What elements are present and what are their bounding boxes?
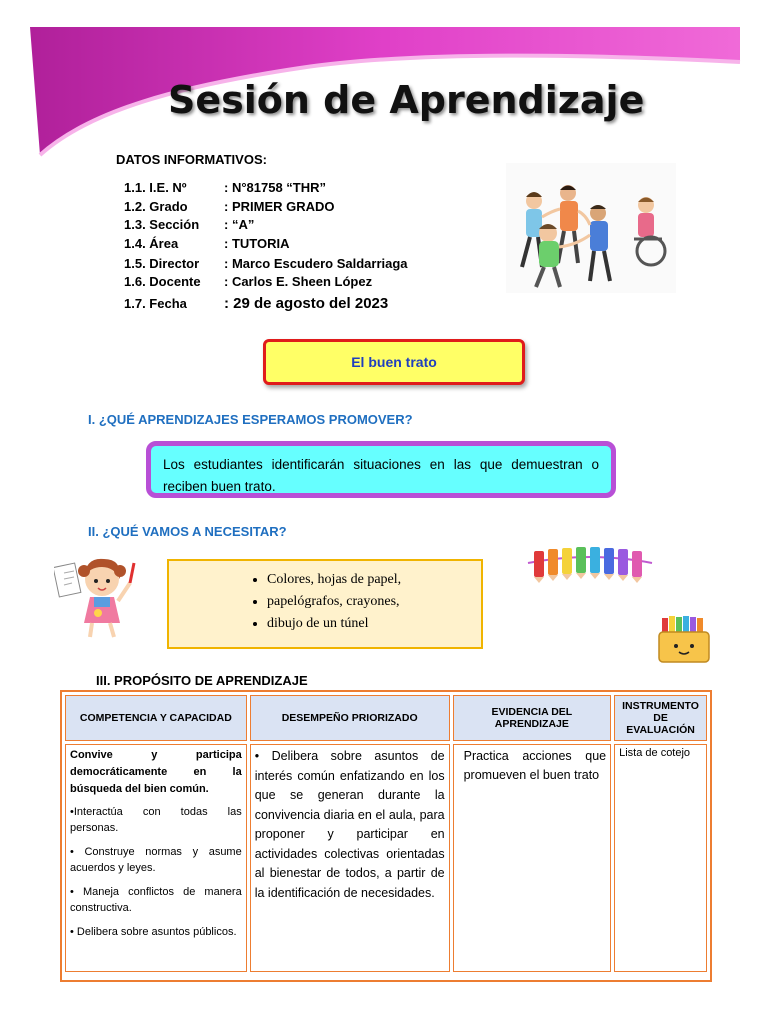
topic-banner <box>263 339 525 385</box>
girl-with-paper-illustration <box>54 553 146 641</box>
info-value: : Carlos E. Sheen López <box>224 274 373 289</box>
info-row-seccion <box>124 217 254 232</box>
info-label: 1.5. Director <box>124 256 200 271</box>
info-row-area <box>124 236 289 251</box>
info-value: : 29 de agosto del 2023 <box>224 295 389 312</box>
section-heading-necesitar: II. ¿QUÉ VAMOS A NECESITAR? <box>88 524 287 539</box>
info-row-fecha <box>124 295 388 312</box>
evidencia-cell <box>453 744 612 972</box>
proposito-table <box>62 692 710 975</box>
competencia-title: Convive y participa democráticamente en la búsqueda del bien común. <box>70 749 242 795</box>
materials-item: • papelógrafos, crayones, <box>267 591 481 613</box>
column-header: DESEMPEÑO PRIORIZADO <box>250 695 450 741</box>
materials-item: • Colores, hojas de papel, <box>267 569 481 591</box>
instrumento-cell <box>614 744 707 972</box>
info-row-director <box>124 256 408 271</box>
info-value: : Marco Escudero Saldarriaga <box>224 256 408 271</box>
datos-informativos-heading: DATOS INFORMATIVOS: <box>116 152 267 167</box>
capacidad-item: • Construye normas y asume acuerdos y leyes. <box>70 846 242 874</box>
info-label: 1.6. Docente <box>124 274 201 289</box>
crayon-box-illustration <box>656 614 712 666</box>
info-label: 1.3. Sección <box>124 217 200 232</box>
section-heading-proposito: III. PROPÓSITO DE APRENDIZAJE <box>96 673 308 688</box>
info-value: : TUTORIA <box>224 236 290 251</box>
info-row-ie <box>124 180 326 195</box>
info-row-docente <box>124 274 372 289</box>
evidencia-text: Practica acciones que promueven el buen trato <box>463 749 607 782</box>
info-label: 1.2. Grado <box>124 199 188 214</box>
table-row <box>65 744 707 972</box>
desempeno-cell <box>250 744 450 972</box>
section-heading-aprendizajes: I. ¿QUÉ APRENDIZAJES ESPERAMOS PROMOVER? <box>88 412 413 427</box>
topic-title: El buen trato <box>351 354 437 370</box>
info-label: 1.7. Fecha <box>124 296 187 311</box>
column-header: INSTRUMENTO DE EVALUACIÓN <box>614 695 707 741</box>
column-header: EVIDENCIA DEL APRENDIZAJE <box>453 695 612 741</box>
desempeno-text: • Delibera sobre asuntos de interés común enfatizando en los que se generan durante la convivencia diaria en el aula, para proponer y participar en actividades colectivas orientadas al bienestar de todos, a partir de la identificación de necesidades. <box>254 749 445 900</box>
materials-list <box>169 569 481 635</box>
colored-pencils-illustration <box>526 545 654 585</box>
info-label: 1.1. I.E. Nº <box>124 180 187 195</box>
table-header-row <box>65 695 707 741</box>
info-label: 1.4. Área <box>124 236 179 251</box>
page-title: Sesión de Aprendizaje <box>168 78 645 122</box>
column-header: COMPETENCIA Y CAPACIDAD <box>65 695 247 741</box>
info-row-grado <box>124 199 335 214</box>
children-playing-illustration <box>506 163 676 293</box>
info-value: : PRIMER GRADO <box>224 199 335 214</box>
capacidad-item: • Maneja conflictos de manera constructiva. <box>70 886 242 914</box>
info-value: : “A” <box>224 217 255 232</box>
instrumento-text: Lista de cotejo <box>619 747 691 759</box>
capacidad-item: • Delibera sobre asuntos públicos. <box>70 926 237 938</box>
materials-box <box>167 559 483 649</box>
aprendizajes-box: Los estudiantes identificarán situaciones en las que demuestran o reciben buen trato. <box>146 441 616 498</box>
capacidad-item: •Interactúa con todas las personas. <box>70 806 242 834</box>
info-value: : N°81758 “THR” <box>224 180 327 195</box>
materials-item: • dibujo de un túnel <box>267 613 481 635</box>
competencia-cell <box>65 744 247 972</box>
